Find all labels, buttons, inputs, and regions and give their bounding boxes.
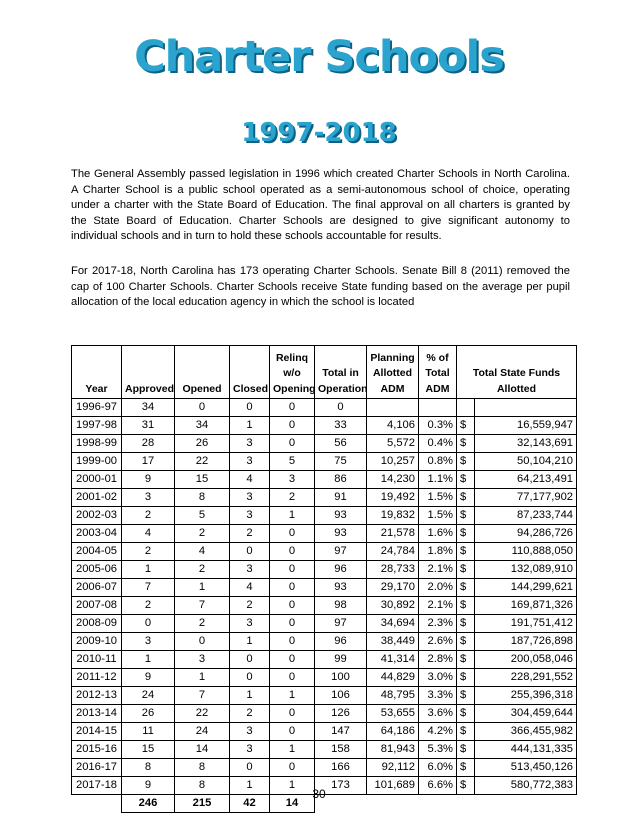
table-row: [72, 417, 577, 435]
cell-total-state-funds: 64,213,491: [475, 471, 577, 489]
cell-relinq: 0: [270, 399, 315, 417]
table-row: [72, 453, 577, 471]
cell-total-in-operation: 173: [315, 777, 367, 795]
cell-relinq: 5: [270, 453, 315, 471]
cell-total-in-operation: 75: [315, 453, 367, 471]
cell-total-state-funds: 228,291,552: [475, 669, 577, 687]
cell-relinq: 0: [270, 417, 315, 435]
cell-opened: 8: [175, 777, 230, 795]
cell-relinq: 0: [270, 615, 315, 633]
cell-closed: 0: [230, 651, 270, 669]
cell-total-state-funds: 132,089,910: [475, 561, 577, 579]
cell-total-state-funds: 32,143,691: [475, 435, 577, 453]
cell-closed: 1: [230, 417, 270, 435]
cell-opened: 4: [175, 543, 230, 561]
cell-year: 1998-99: [72, 435, 122, 453]
table-row: [72, 705, 577, 723]
cell-planning-adm: 41,314: [367, 651, 419, 669]
cell-total-state-funds: 94,286,726: [475, 525, 577, 543]
cell-approved: 28: [122, 435, 175, 453]
header-relinq: Relinq w/o Opening: [270, 346, 315, 399]
cell-closed: 3: [230, 453, 270, 471]
cell-relinq: 0: [270, 651, 315, 669]
cell-approved: 31: [122, 417, 175, 435]
cell-dollar-sign: $: [457, 777, 475, 795]
cell-planning-adm: 34,694: [367, 615, 419, 633]
cell-closed: 3: [230, 561, 270, 579]
cell-total-in-operation: 166: [315, 759, 367, 777]
cell-year: 2014-15: [72, 723, 122, 741]
cell-opened: 7: [175, 687, 230, 705]
cell-planning-adm: 48,795: [367, 687, 419, 705]
cell-approved: 2: [122, 597, 175, 615]
cell-closed: 2: [230, 525, 270, 543]
cell-closed: 3: [230, 723, 270, 741]
cell-dollar-sign: $: [457, 705, 475, 723]
table-row: [72, 669, 577, 687]
cell-total-state-funds: 191,751,412: [475, 615, 577, 633]
cell-year: 2002-03: [72, 507, 122, 525]
cell-planning-adm: 28,733: [367, 561, 419, 579]
cell-dollar-sign: $: [457, 471, 475, 489]
cell-approved: 1: [122, 561, 175, 579]
cell-relinq: 2: [270, 489, 315, 507]
cell-total-in-operation: 0: [315, 399, 367, 417]
cell-pct-total-adm: 1.5%: [419, 507, 457, 525]
cell-year: 2005-06: [72, 561, 122, 579]
cell-approved: 34: [122, 399, 175, 417]
cell-dollar-sign: [457, 399, 475, 417]
cell-planning-adm: 44,829: [367, 669, 419, 687]
cell-planning-adm: 92,112: [367, 759, 419, 777]
cell-relinq: 1: [270, 741, 315, 759]
cell-dollar-sign: $: [457, 669, 475, 687]
cell-pct-total-adm: 6.6%: [419, 777, 457, 795]
cell-dollar-sign: $: [457, 597, 475, 615]
cell-pct-total-adm: 6.0%: [419, 759, 457, 777]
cell-relinq: 0: [270, 723, 315, 741]
cell-pct-total-adm: 3.0%: [419, 669, 457, 687]
cell-total-in-operation: 97: [315, 543, 367, 561]
cell-year: 2001-02: [72, 489, 122, 507]
cell-pct-total-adm: 2.8%: [419, 651, 457, 669]
header-planning-adm: Planning Allotted ADM: [367, 346, 419, 399]
cell-approved: 0: [122, 615, 175, 633]
cell-total-in-operation: 106: [315, 687, 367, 705]
cell-dollar-sign: $: [457, 741, 475, 759]
cell-relinq: 1: [270, 507, 315, 525]
cell-opened: 1: [175, 579, 230, 597]
cell-pct-total-adm: 0.3%: [419, 417, 457, 435]
cell-opened: 2: [175, 615, 230, 633]
cell-opened: 22: [175, 705, 230, 723]
table-row: [72, 759, 577, 777]
cell-planning-adm: 19,492: [367, 489, 419, 507]
cell-dollar-sign: $: [457, 579, 475, 597]
table-row: [72, 489, 577, 507]
cell-relinq: 0: [270, 561, 315, 579]
cell-closed: 0: [230, 543, 270, 561]
cell-pct-total-adm: 0.4%: [419, 435, 457, 453]
cell-approved: 24: [122, 687, 175, 705]
cell-opened: 8: [175, 759, 230, 777]
cell-pct-total-adm: 1.6%: [419, 525, 457, 543]
table-row: [72, 435, 577, 453]
table-row: [72, 561, 577, 579]
cell-year: 2006-07: [72, 579, 122, 597]
cell-total-in-operation: 158: [315, 741, 367, 759]
cell-relinq: 0: [270, 435, 315, 453]
cell-dollar-sign: $: [457, 633, 475, 651]
cell-total-in-operation: 126: [315, 705, 367, 723]
cell-pct-total-adm: 2.3%: [419, 615, 457, 633]
cell-opened: 14: [175, 741, 230, 759]
cell-planning-adm: 19,832: [367, 507, 419, 525]
cell-total-in-operation: 91: [315, 489, 367, 507]
cell-total-in-operation: 33: [315, 417, 367, 435]
cell-closed: 3: [230, 741, 270, 759]
cell-approved: 11: [122, 723, 175, 741]
cell-dollar-sign: $: [457, 525, 475, 543]
cell-total-state-funds: 580,772,383: [475, 777, 577, 795]
total-closed: 42: [230, 795, 270, 813]
cell-total-in-operation: 96: [315, 633, 367, 651]
cell-total-state-funds: 444,131,335: [475, 741, 577, 759]
cell-total-in-operation: 93: [315, 579, 367, 597]
cell-opened: 15: [175, 471, 230, 489]
cell-relinq: 0: [270, 579, 315, 597]
cell-opened: 0: [175, 633, 230, 651]
cell-total-state-funds: 513,450,126: [475, 759, 577, 777]
cell-opened: 0: [175, 399, 230, 417]
cell-pct-total-adm: 3.6%: [419, 705, 457, 723]
table-row: [72, 543, 577, 561]
cell-year: 2008-09: [72, 615, 122, 633]
cell-total-in-operation: 98: [315, 597, 367, 615]
cell-closed: 1: [230, 633, 270, 651]
cell-total-state-funds: 200,058,046: [475, 651, 577, 669]
cell-total-in-operation: 93: [315, 507, 367, 525]
header-total-in-operation: Total in Operation: [315, 346, 367, 399]
cell-closed: 0: [230, 399, 270, 417]
cell-total-state-funds: 50,104,210: [475, 453, 577, 471]
table-row: [72, 525, 577, 543]
cell-total-state-funds: 255,396,318: [475, 687, 577, 705]
cell-relinq: 1: [270, 777, 315, 795]
intro-paragraph: The General Assembly passed legislation in 1996 which created Charter Schools in North Carolina. A Charter School is a public school operated as a semi-autonomous school of choice, operating under a charter with the State Board of Education. The final approval on all charters is granted by the State Board of Education. Charter Schools are designed to give significant autonomy to individual schools and in turn to hold these schools accountable for results.: [71, 168, 570, 242]
table-body: [72, 399, 577, 795]
table-row: [72, 579, 577, 597]
cell-planning-adm: 24,784: [367, 543, 419, 561]
cell-approved: 2: [122, 543, 175, 561]
cell-year: 1996-97: [72, 399, 122, 417]
cell-closed: 3: [230, 615, 270, 633]
table-row: [72, 597, 577, 615]
cell-pct-total-adm: 3.3%: [419, 687, 457, 705]
cell-year: 1999-00: [72, 453, 122, 471]
cell-dollar-sign: $: [457, 417, 475, 435]
table-row: [72, 633, 577, 651]
cell-pct-total-adm: 1.5%: [419, 489, 457, 507]
cell-relinq: 0: [270, 759, 315, 777]
cell-total-state-funds: 187,726,898: [475, 633, 577, 651]
cell-relinq: 0: [270, 597, 315, 615]
cell-total-in-operation: 86: [315, 471, 367, 489]
cell-pct-total-adm: 4.2%: [419, 723, 457, 741]
cell-pct-total-adm: 1.1%: [419, 471, 457, 489]
cell-planning-adm: 53,655: [367, 705, 419, 723]
cell-year: 2016-17: [72, 759, 122, 777]
cell-opened: 1: [175, 669, 230, 687]
cell-dollar-sign: $: [457, 561, 475, 579]
table-header-row: [72, 346, 577, 399]
cell-dollar-sign: $: [457, 453, 475, 471]
table-row: [72, 615, 577, 633]
cell-pct-total-adm: 2.0%: [419, 579, 457, 597]
cell-dollar-sign: $: [457, 723, 475, 741]
cell-year: 2011-12: [72, 669, 122, 687]
cell-pct-total-adm: 2.1%: [419, 561, 457, 579]
cell-pct-total-adm: 2.6%: [419, 633, 457, 651]
cell-closed: 2: [230, 597, 270, 615]
cell-relinq: 0: [270, 669, 315, 687]
cell-planning-adm: 30,892: [367, 597, 419, 615]
cell-total-in-operation: 147: [315, 723, 367, 741]
table-row: [72, 723, 577, 741]
cell-total-state-funds: 77,177,902: [475, 489, 577, 507]
cell-total-in-operation: 96: [315, 561, 367, 579]
cell-opened: 34: [175, 417, 230, 435]
cell-year: 2003-04: [72, 525, 122, 543]
cell-year: 2004-05: [72, 543, 122, 561]
cell-closed: 4: [230, 579, 270, 597]
cell-total-state-funds: [475, 399, 577, 417]
cell-relinq: 3: [270, 471, 315, 489]
cell-approved: 15: [122, 741, 175, 759]
cell-opened: 24: [175, 723, 230, 741]
cell-closed: 3: [230, 507, 270, 525]
cell-approved: 2: [122, 507, 175, 525]
cell-closed: 3: [230, 489, 270, 507]
cell-pct-total-adm: 2.1%: [419, 597, 457, 615]
cell-planning-adm: 81,943: [367, 741, 419, 759]
cell-dollar-sign: $: [457, 615, 475, 633]
table-row: [72, 471, 577, 489]
cell-total-state-funds: 87,233,744: [475, 507, 577, 525]
charter-schools-table: [71, 345, 577, 813]
cell-closed: 3: [230, 435, 270, 453]
header-total-state-funds: Total State Funds Allotted: [457, 346, 577, 399]
cell-year: 2017-18: [72, 777, 122, 795]
cell-total-in-operation: 93: [315, 525, 367, 543]
page-subtitle: 1997-2018: [241, 118, 397, 148]
cell-relinq: 0: [270, 633, 315, 651]
cell-pct-total-adm: 5.3%: [419, 741, 457, 759]
cell-total-state-funds: 16,559,947: [475, 417, 577, 435]
cell-planning-adm: 21,578: [367, 525, 419, 543]
cell-opened: 22: [175, 453, 230, 471]
cell-year: 2012-13: [72, 687, 122, 705]
cell-planning-adm: 64,186: [367, 723, 419, 741]
cell-approved: 3: [122, 489, 175, 507]
table-row: [72, 651, 577, 669]
cell-total-state-funds: 110,888,050: [475, 543, 577, 561]
cell-approved: 26: [122, 705, 175, 723]
cell-opened: 26: [175, 435, 230, 453]
cell-dollar-sign: $: [457, 489, 475, 507]
cell-approved: 4: [122, 525, 175, 543]
cell-total-in-operation: 99: [315, 651, 367, 669]
cell-planning-adm: 101,689: [367, 777, 419, 795]
cell-closed: 0: [230, 759, 270, 777]
header-approved: Approved: [122, 346, 175, 399]
cell-closed: 1: [230, 687, 270, 705]
cell-year: 1997-98: [72, 417, 122, 435]
status-paragraph: For 2017-18, North Carolina has 173 operating Charter Schools. Senate Bill 8 (2011) removed the cap of 100 Charter Schools. Charter Schools receive State funding based on the average per pupil allocation of the local education agency in which the school is located: [71, 265, 570, 308]
cell-approved: 3: [122, 633, 175, 651]
cell-opened: 5: [175, 507, 230, 525]
header-year: Year: [72, 346, 122, 399]
cell-dollar-sign: $: [457, 687, 475, 705]
table-row: [72, 687, 577, 705]
cell-closed: 1: [230, 777, 270, 795]
table-row: [72, 507, 577, 525]
cell-opened: 7: [175, 597, 230, 615]
cell-pct-total-adm: 0.8%: [419, 453, 457, 471]
cell-total-in-operation: 97: [315, 615, 367, 633]
cell-year: 2010-11: [72, 651, 122, 669]
cell-planning-adm: 4,106: [367, 417, 419, 435]
cell-year: 2013-14: [72, 705, 122, 723]
cell-dollar-sign: $: [457, 543, 475, 561]
cell-approved: 9: [122, 669, 175, 687]
cell-relinq: 1: [270, 687, 315, 705]
cell-approved: 7: [122, 579, 175, 597]
cell-relinq: 0: [270, 705, 315, 723]
cell-dollar-sign: $: [457, 759, 475, 777]
cell-pct-total-adm: 1.8%: [419, 543, 457, 561]
cell-closed: 0: [230, 669, 270, 687]
cell-planning-adm: 38,449: [367, 633, 419, 651]
cell-relinq: 0: [270, 543, 315, 561]
page-title: Charter Schools: [134, 32, 504, 82]
header-closed: Closed: [230, 346, 270, 399]
cell-planning-adm: 10,257: [367, 453, 419, 471]
table-row: [72, 741, 577, 759]
cell-closed: 4: [230, 471, 270, 489]
total-opened: 215: [175, 795, 230, 813]
cell-dollar-sign: $: [457, 507, 475, 525]
cell-closed: 2: [230, 705, 270, 723]
cell-relinq: 0: [270, 525, 315, 543]
cell-total-state-funds: 304,459,644: [475, 705, 577, 723]
cell-opened: 2: [175, 561, 230, 579]
cell-year: 2015-16: [72, 741, 122, 759]
cell-planning-adm: 29,170: [367, 579, 419, 597]
cell-approved: 9: [122, 471, 175, 489]
header-opened: Opened: [175, 346, 230, 399]
cell-dollar-sign: $: [457, 435, 475, 453]
cell-pct-total-adm: [419, 399, 457, 417]
cell-year: 2000-01: [72, 471, 122, 489]
cell-total-state-funds: 169,871,326: [475, 597, 577, 615]
cell-total-state-funds: 366,455,982: [475, 723, 577, 741]
cell-year: 2007-08: [72, 597, 122, 615]
cell-planning-adm: 5,572: [367, 435, 419, 453]
cell-total-in-operation: 100: [315, 669, 367, 687]
cell-planning-adm: 14,230: [367, 471, 419, 489]
table-row: [72, 399, 577, 417]
total-relinq: 14: [270, 795, 315, 813]
page-number: 30: [312, 787, 326, 801]
cell-approved: 1: [122, 651, 175, 669]
cell-dollar-sign: $: [457, 651, 475, 669]
cell-planning-adm: [367, 399, 419, 417]
total-approved: 246: [122, 795, 175, 813]
cell-year: 2009-10: [72, 633, 122, 651]
header-pct-total-adm: % of Total ADM: [419, 346, 457, 399]
cell-approved: 9: [122, 777, 175, 795]
cell-total-in-operation: 56: [315, 435, 367, 453]
cell-approved: 8: [122, 759, 175, 777]
cell-opened: 3: [175, 651, 230, 669]
cell-opened: 8: [175, 489, 230, 507]
cell-opened: 2: [175, 525, 230, 543]
cell-approved: 17: [122, 453, 175, 471]
cell-total-state-funds: 144,299,621: [475, 579, 577, 597]
